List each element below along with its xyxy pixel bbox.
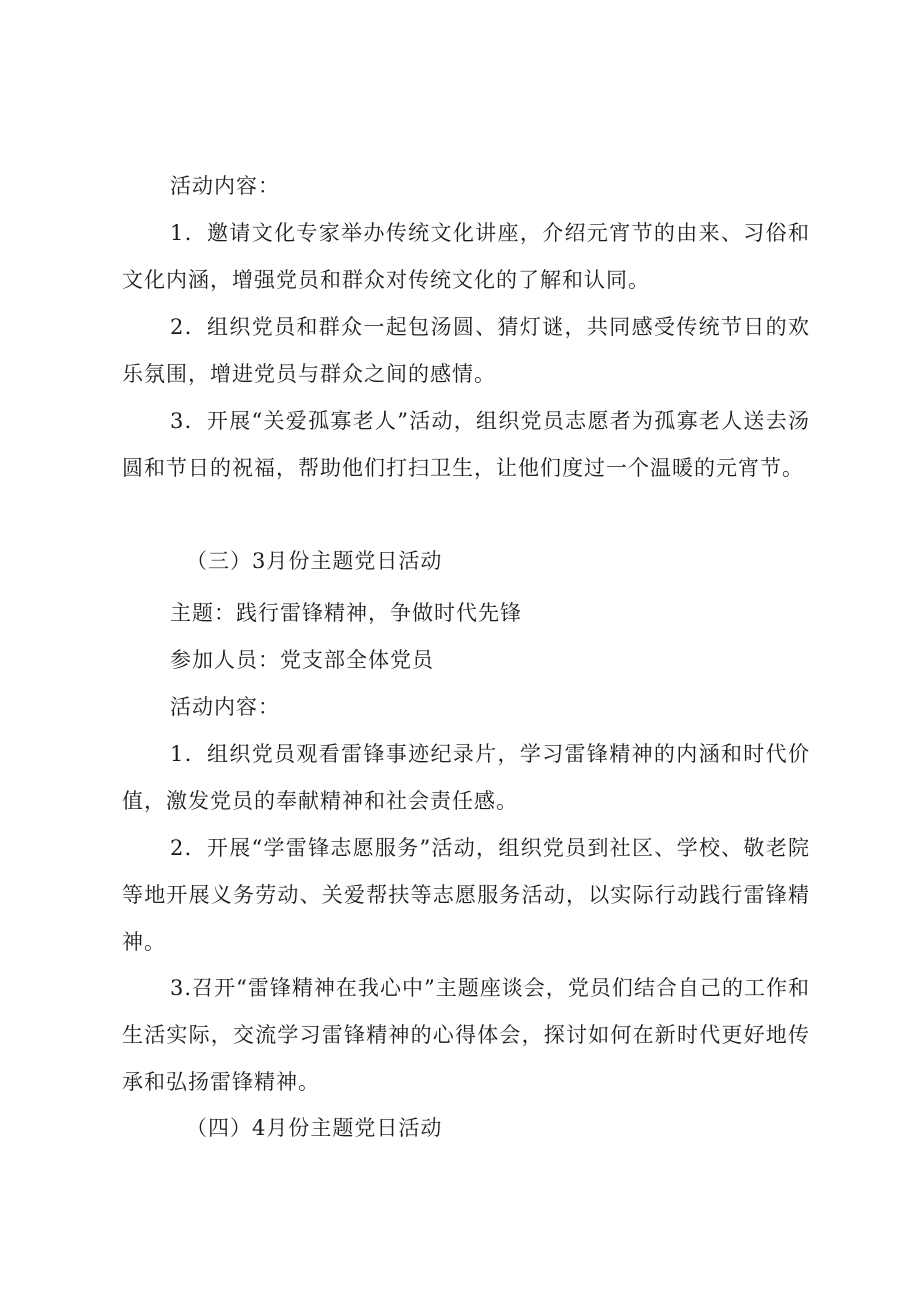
item-3-care-for-elderly: 3．开展“关爱孤寡老人”活动，组织党员志愿者为孤寡老人送去汤圆和节日的祝福，帮助他们打扫卫生，让他们度过一个温暖的元宵节。 [122, 409, 810, 480]
activity-content-label-2: 活动内容： [170, 695, 280, 719]
participants-line: 参加人员：党支部全体党员 [170, 648, 434, 672]
item-2-tangyuan-lantern-riddles: 2．组织党员和群众一起包汤圆、猜灯谜，共同感受传统节日的欢乐氛围，增进党员与群众之间的感情。 [122, 315, 810, 386]
section-heading-march: （三）3月份主题党日活动 [186, 549, 443, 573]
item-3-symposium: 3.召开“雷锋精神在我心中”主题座谈会，党员们结合自己的工作和生活实际，交流学习雷锋精神的心得体会，探讨如何在新时代更好地传承和弘扬雷锋精神。 [122, 976, 810, 1094]
item-1-culture-lecture: 1．邀请文化专家举办传统文化讲座，介绍元宵节的由来、习俗和文化内涵，增强党员和群众对传统文化的了解和认同。 [122, 221, 810, 292]
section-heading-april: （四）4月份主题党日活动 [186, 1116, 443, 1140]
theme-line: 主题：践行雷锋精神，争做时代先锋 [170, 601, 522, 625]
item-2-volunteer-service: 2．开展“学雷锋志愿服务”活动，组织党员到社区、学校、敬老院等地开展义务劳动、关爱帮扶等志愿服务活动，以实际行动践行雷锋精神。 [122, 836, 810, 954]
activity-content-label-1: 活动内容： [170, 174, 280, 198]
item-1-documentary: 1．组织党员观看雷锋事迹纪录片，学习雷锋精神的内涵和时代价值，激发党员的奉献精神和社会责任感。 [122, 742, 810, 813]
